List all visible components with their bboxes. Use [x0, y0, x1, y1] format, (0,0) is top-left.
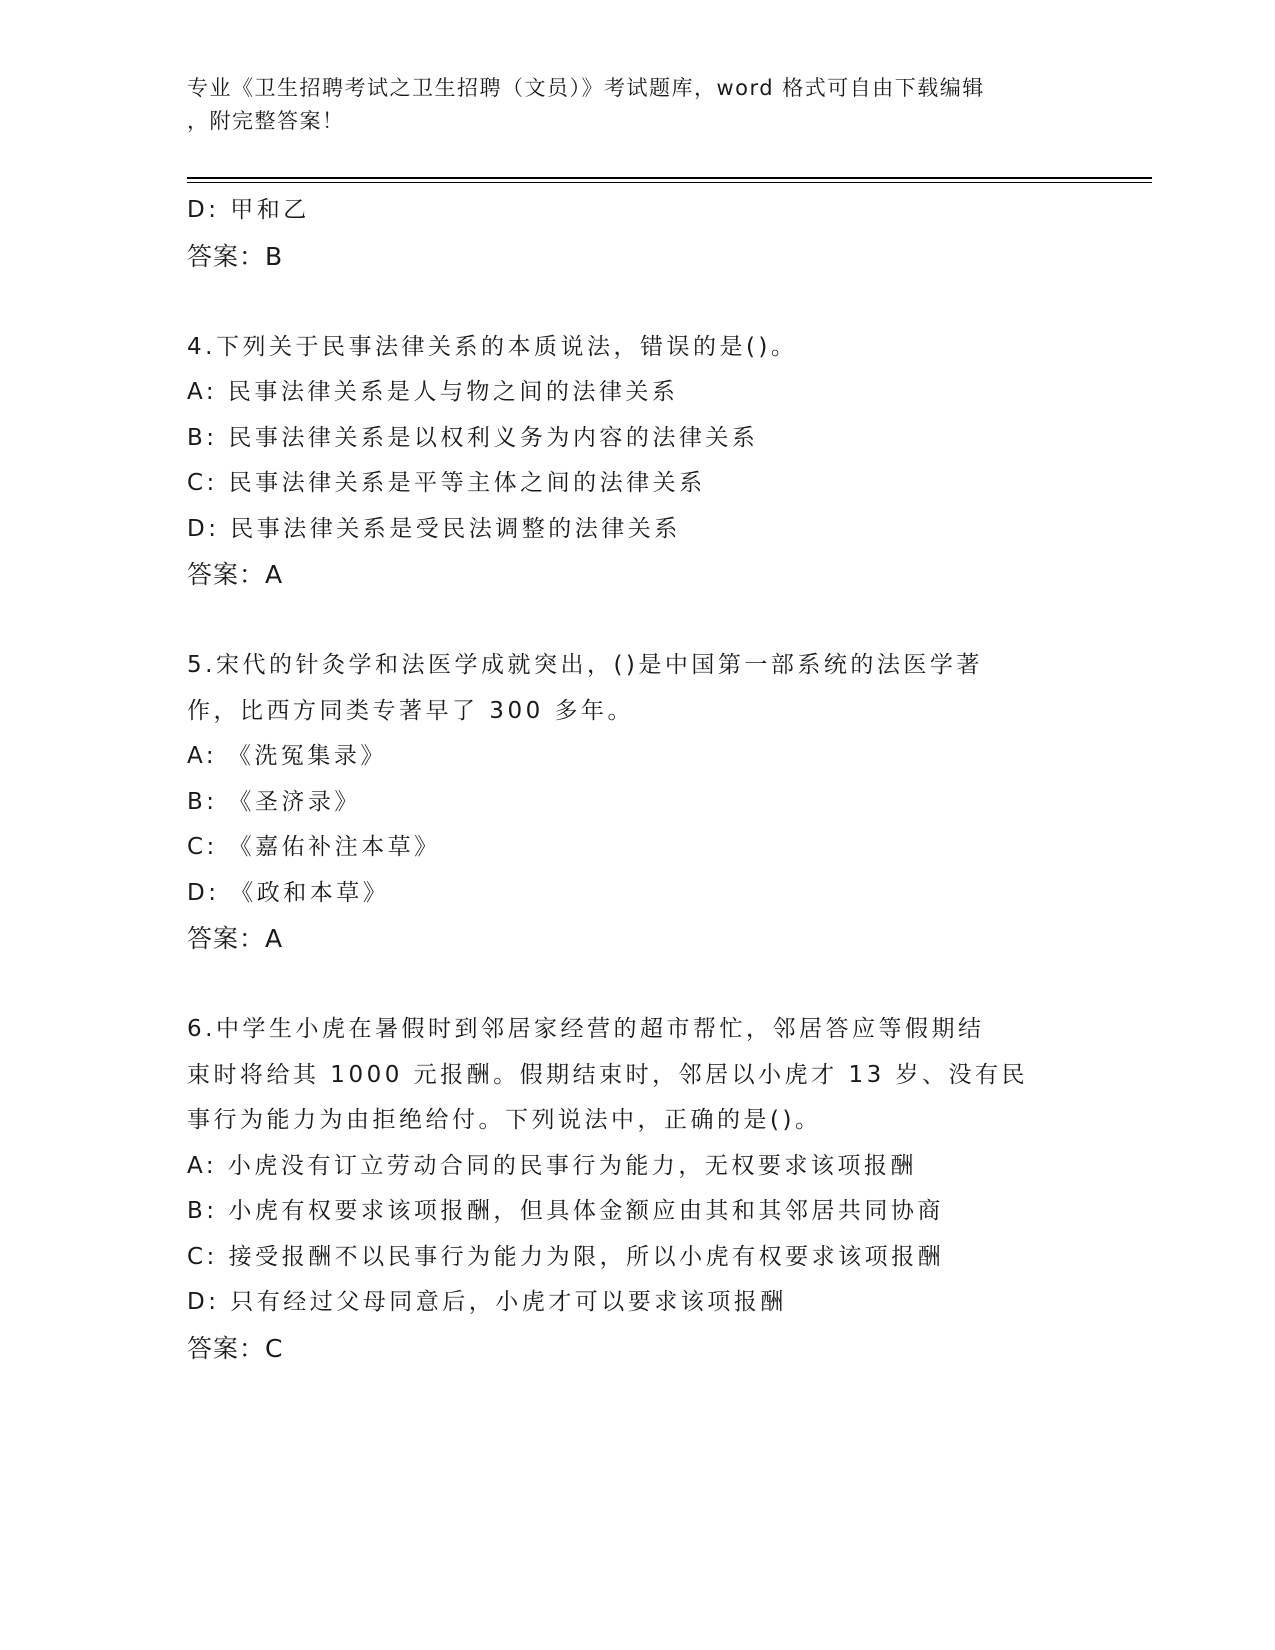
option-d: D: 只有经过父母同意后，小虎才可以要求该项报酬 [187, 1289, 787, 1315]
option-d: D: 民事法律关系是受民法调整的法律关系 [187, 515, 681, 542]
question-block-4 [187, 325, 1087, 598]
question-block-5 [187, 643, 1087, 962]
question-stem [187, 1007, 1087, 1144]
question-stem-line: 事行为能力为由拒绝给付。下列说法中，正确的是()。 [187, 1107, 822, 1133]
document-header [187, 72, 1067, 138]
header-divider-thin [187, 182, 1152, 183]
option-c: C: 接受报酬不以民事行为能力为限，所以小虎有权要求该项报酬 [187, 1243, 945, 1270]
option-b: B: 《圣济录》 [187, 788, 361, 815]
question-block-partial [187, 188, 1087, 279]
spacer [187, 279, 1087, 325]
answer-line: 答案：B [187, 241, 284, 271]
question-stem-line: 5.宋代的针灸学和法医学成就突出，()是中国第一部系统的法医学著 [187, 652, 983, 678]
option-c: C: 《嘉佑补注本草》 [187, 834, 441, 860]
option-a: A: 民事法律关系是人与物之间的法律关系 [187, 379, 679, 405]
spacer [187, 598, 1087, 644]
answer-line: 答案：A [187, 924, 284, 953]
option-c: C: 民事法律关系是平等主体之间的法律关系 [187, 470, 706, 496]
answer-line: 答案：A [187, 560, 284, 589]
option-a: A: 小虎没有订立劳动合同的民事行为能力，无权要求该项报酬 [187, 1152, 917, 1179]
question-stem-line: 4.下列关于民事法律关系的本质说法，错误的是()。 [187, 333, 798, 360]
spacer [187, 962, 1087, 1008]
question-list [187, 188, 1087, 1371]
question-stem [187, 325, 1087, 371]
header-line-2: ，附完整答案！ [187, 109, 345, 133]
answer-line: 答案：C [187, 1333, 284, 1363]
option-a: A: 《洗冤集录》 [187, 743, 387, 769]
question-stem-line: 作，比西方同类专著早了 300 多年。 [187, 697, 635, 724]
option-b: B: 小虎有权要求该项报酬，但具体金额应由其和其邻居共同协商 [187, 1198, 944, 1224]
header-line-1: 专业《卫生招聘考试之卫生招聘（文员）》考试题库，word 格式可自由下载编辑 [187, 76, 985, 100]
question-stem [187, 643, 1087, 734]
question-block-6 [187, 1007, 1087, 1371]
option-d: D: 甲和乙 [187, 197, 310, 223]
option-d: D: 《政和本草》 [187, 879, 390, 906]
question-stem-line: 束时将给其 1000 元报酬。假期结束时，邻居以小虎才 13 岁、没有民 [187, 1061, 1029, 1088]
option-b: B: 民事法律关系是以权利义务为内容的法律关系 [187, 424, 759, 451]
question-stem-line: 6.中学生小虎在暑假时到邻居家经营的超市帮忙，邻居答应等假期结 [187, 1016, 985, 1042]
header-divider-thick [187, 177, 1152, 179]
